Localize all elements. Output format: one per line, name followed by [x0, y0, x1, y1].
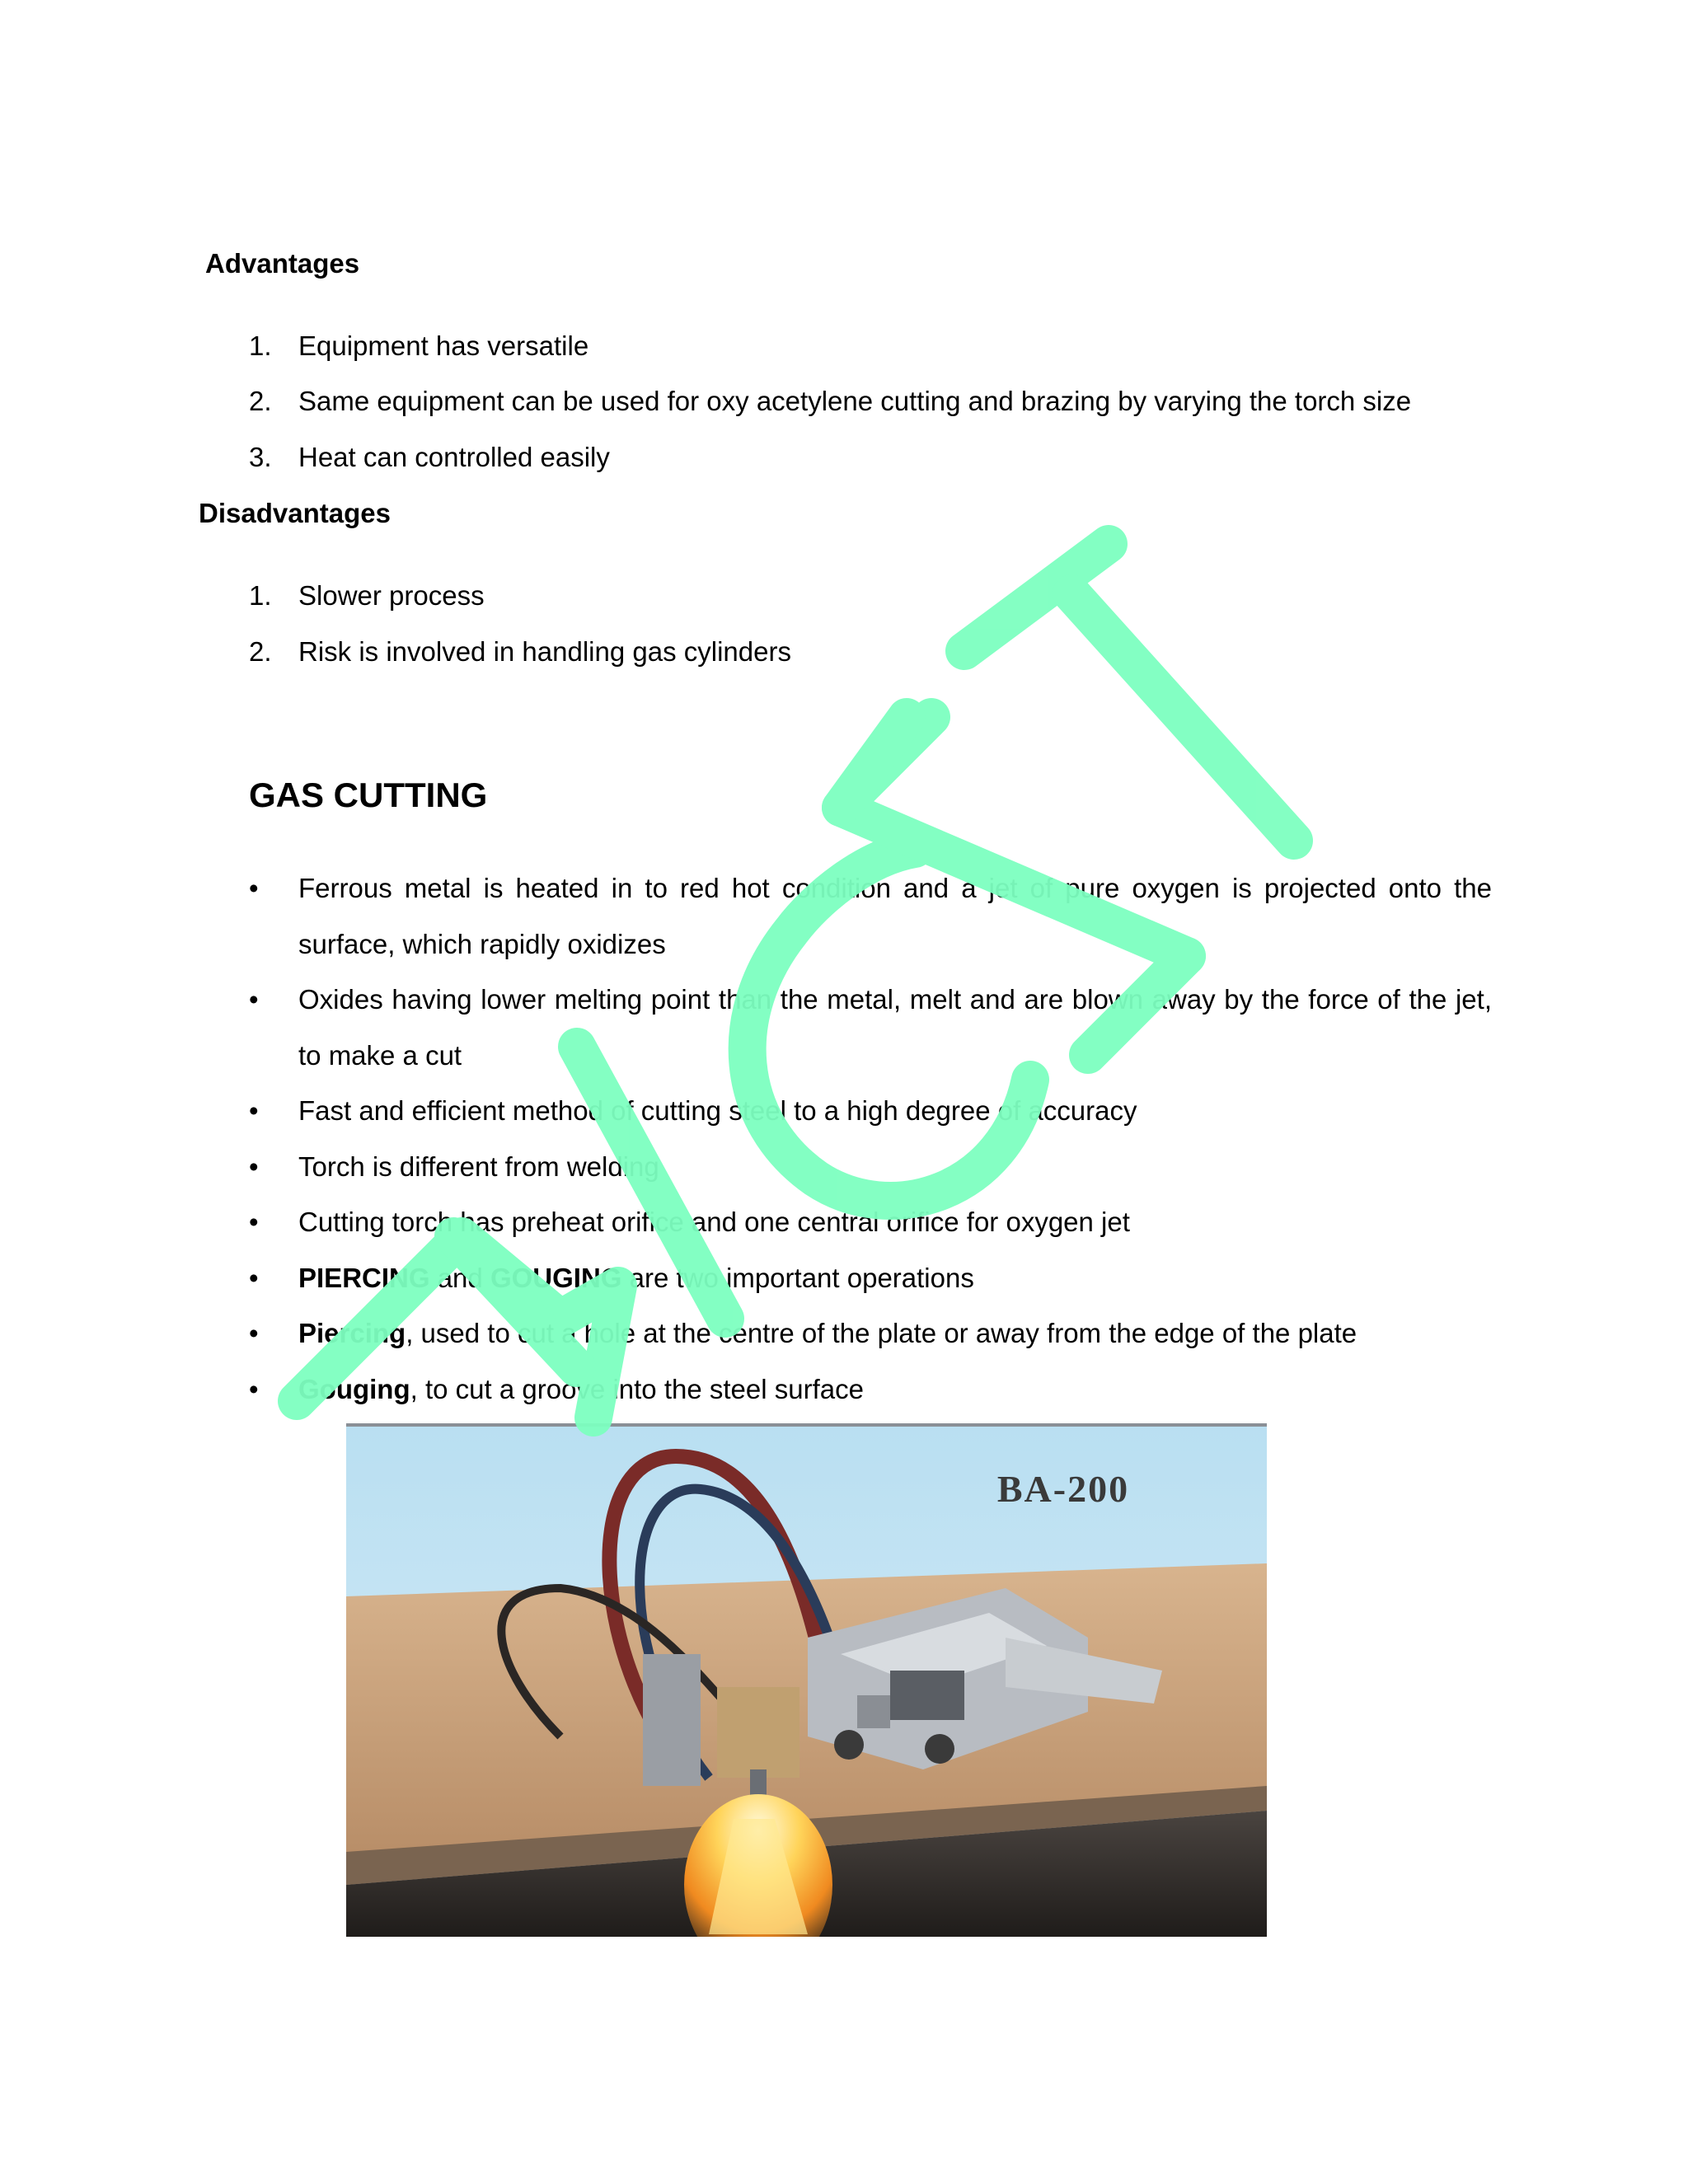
- watermark-letter: [964, 544, 1109, 651]
- bullet-symbol: •: [249, 1263, 259, 1293]
- list-text: Equipment has versatile: [298, 330, 589, 361]
- list-number: 2.: [249, 386, 272, 416]
- bullet-symbol: •: [249, 1374, 259, 1404]
- bullet-symbol: •: [249, 984, 259, 1015]
- bold-term: Gouging: [298, 1374, 410, 1404]
- watermark-letter: [1071, 593, 1294, 841]
- list-text: Heat can controlled easily: [298, 442, 610, 472]
- bullet-text: Ferrous metal is heated in to red hot condition and a jet of pure oxygen is projected onto the surface, which rapidly oxidizes: [298, 873, 1492, 959]
- bullet-text: Fast and efficient method of cutting steel to a high degree of accuracy: [298, 1095, 1137, 1126]
- disadvantages-heading: Disadvantages: [199, 498, 391, 528]
- list-text: Slower process: [298, 580, 485, 611]
- bold-term: Piercing: [298, 1318, 406, 1348]
- bullet-rest: are two important operations: [621, 1263, 974, 1293]
- list-number: 1.: [249, 580, 272, 611]
- bullet-rest: , used to cut a hole at the centre of the plate or away from the edge of the plate: [406, 1318, 1357, 1348]
- bullet-text: Torch is different from welding: [298, 1151, 659, 1182]
- list-text: Same equipment can be used for oxy acetylene cutting and brazing by varying the torch size: [298, 386, 1412, 416]
- list-number: 1.: [249, 330, 272, 361]
- bullet-text: Cutting torch has preheat orifice and one central orifice for oxygen jet: [298, 1207, 1130, 1237]
- bullet-symbol: •: [249, 1207, 259, 1237]
- bullet-symbol: •: [249, 873, 259, 903]
- bullet-symbol: •: [249, 1095, 259, 1126]
- gas-cutting-machine-photo: [346, 1423, 1267, 1937]
- bold-term: PIERCING: [298, 1263, 430, 1293]
- list-number: 3.: [249, 442, 272, 472]
- photo-illustration: [346, 1423, 1267, 1937]
- bullet-symbol: •: [249, 1151, 259, 1182]
- bullet-text: [298, 1250, 1492, 1306]
- bullet-text: [298, 1305, 1492, 1361]
- bullet-symbol: •: [249, 1318, 259, 1348]
- bullet-item: [249, 860, 1492, 972]
- bullet-connector: and: [429, 1263, 490, 1293]
- machine-model-label: BA-200: [996, 1468, 1130, 1510]
- bold-term: GOUGING: [490, 1263, 622, 1293]
- bullet-text: Oxides having lower melting point than the metal, melt and are blown away by the force of the jet, to make a cut: [298, 984, 1492, 1071]
- list-number: 2.: [249, 636, 272, 667]
- bullet-text: [298, 1361, 1492, 1418]
- section-title: GAS CUTTING: [249, 776, 488, 814]
- list-text: Risk is involved in handling gas cylinders: [298, 636, 791, 667]
- bullet-item: [249, 972, 1492, 1084]
- advantages-heading: Advantages: [205, 248, 360, 279]
- bullet-rest: , to cut a groove into the steel surface: [410, 1374, 864, 1404]
- watermark-letter: [841, 717, 907, 808]
